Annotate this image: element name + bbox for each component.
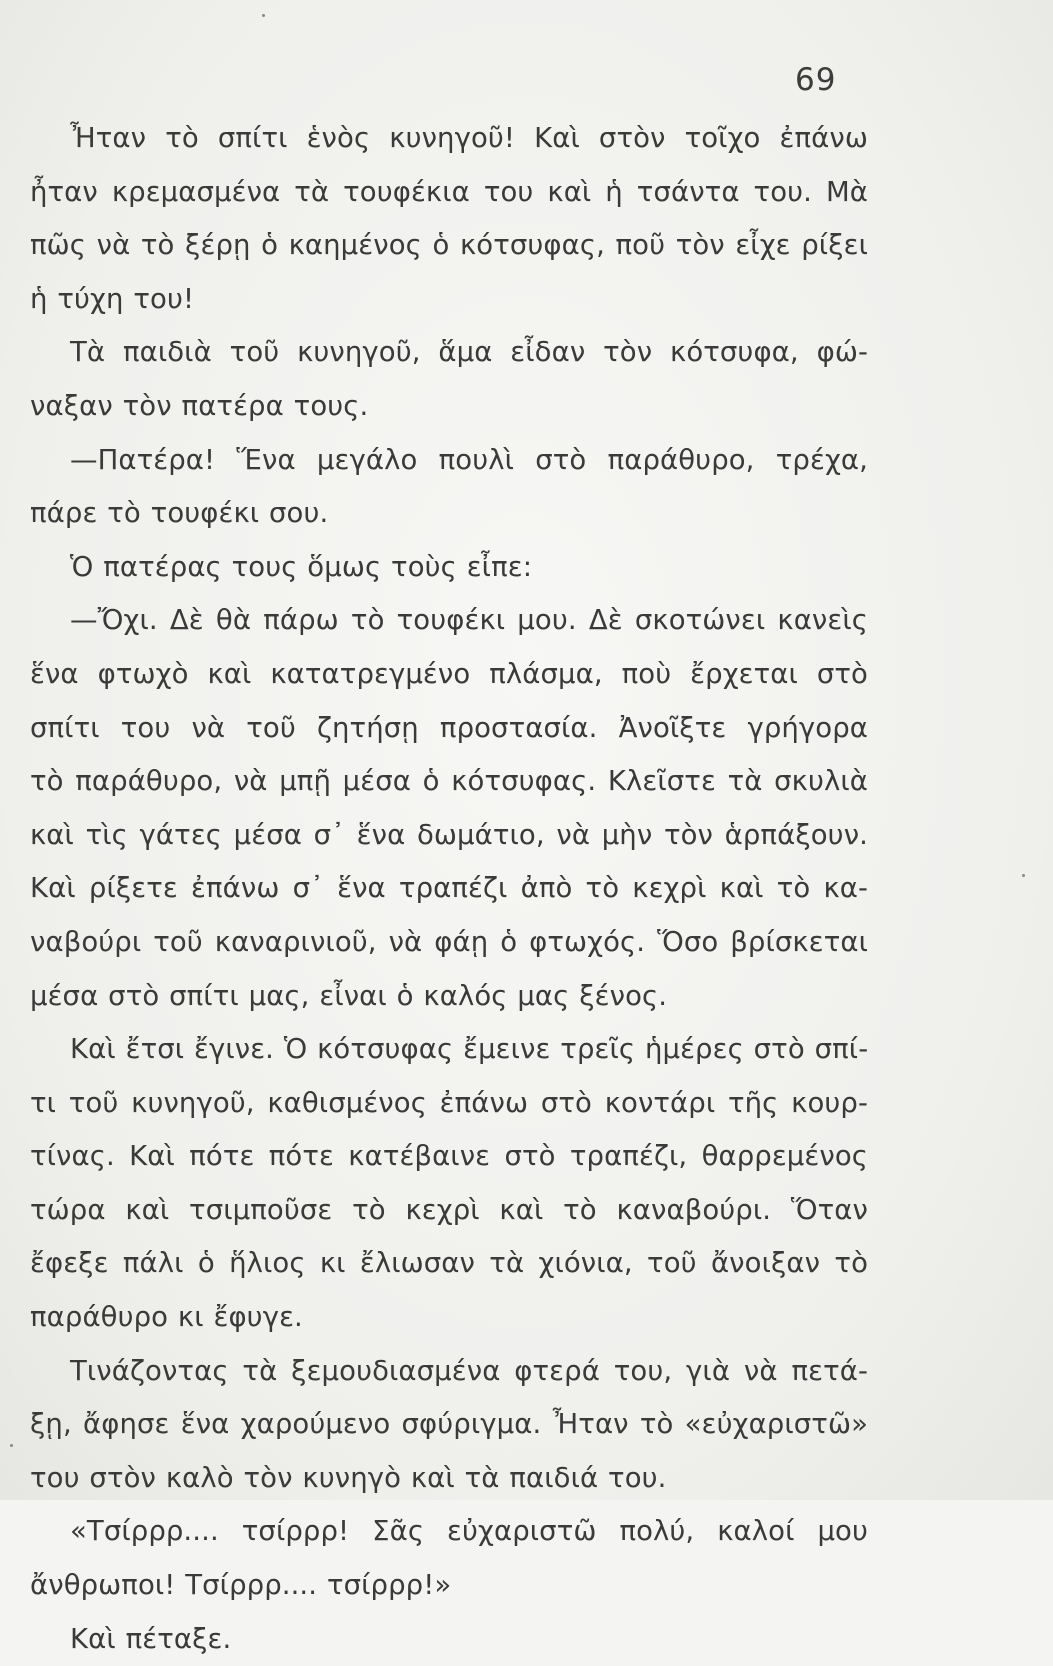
text-line: ἔφεξε πάλι ὁ ἥλιος κι ἔλιωσαν τὰ χιόνια, τοῦ ἄνοιξαν τὸ [30,1247,868,1280]
text-line: Ὁ πατέρας τους ὅμως τοὺς εἶπε: [70,550,533,583]
paragraph [30,112,868,326]
paragraph [30,434,868,541]
text-line: Καὶ ρίξετε ἐπάνω σ᾽ ἕνα τραπέζι ἀπὸ τὸ κεχρὶ καὶ τὸ κα- [30,872,868,905]
text-line: πάρε τὸ τουφέκι σου. [30,497,329,530]
text-line: —Πατέρα! Ἕνα μεγάλο πουλὶ στὸ παράθυρο, τρέχα, [70,443,868,476]
text-line: Τὰ παιδιὰ τοῦ κυνηγοῦ, ἅμα εἶδαν τὸν κότσυφα, φώ- [70,336,868,369]
text-line: Καὶ ἔτσι ἔγινε. Ὁ κότσυφας ἔμεινε τρεῖς ἡμέρες στὸ σπί- [70,1033,869,1066]
paragraph [30,541,868,595]
text-line: σπίτι του νὰ τοῦ ζητήσῃ προστασία. Ἀνοῖξτε γρήγορα [30,711,868,744]
paragraph [30,1505,868,1612]
text-line: ξῃ, ἄφησε ἕνα χαρούμενο σφύριγμα. Ἦταν τὸ «εὐχαριστῶ» [30,1408,868,1441]
text-line: πῶς νὰ τὸ ξέρῃ ὁ καημένος ὁ κότσυφας, ποῦ τὸν εἶχε ρίξει [30,229,868,262]
paragraph [30,326,868,433]
text-line: τώρα καὶ τσιμποῦσε τὸ κεχρὶ καὶ τὸ καναβούρι. Ὅταν [30,1193,868,1226]
paper-speck [1022,874,1025,877]
page-number: 69 [795,62,837,98]
text-line: ναξαν τὸν πατέρα τους. [30,389,369,422]
text-line: του στὸν καλὸ τὸν κυνηγὸ καὶ τὰ παιδιά του. [30,1461,667,1494]
text-line: παράθυρο κι ἔφυγε. [30,1301,303,1334]
text-line: τι τοῦ κυνηγοῦ, καθισμένος ἐπάνω στὸ κοντάρι τῆς κουρ- [30,1086,868,1119]
text-line: ἡ τύχη του! [30,282,195,315]
text-line: —Ὄχι. Δὲ θὰ πάρω τὸ τουφέκι μου. Δὲ σκοτώνει κανεὶς [70,604,868,637]
paragraph [30,1345,868,1506]
paragraph [30,1023,868,1345]
text-line: Τινάζοντας τὰ ξεμουδιασμένα φτερά του, γιὰ νὰ πετά- [70,1354,868,1387]
text-line: Ἦταν τὸ σπίτι ἑνὸς κυνηγοῦ! Καὶ στὸν τοῖχο ἐπάνω [70,122,868,154]
paper-speck [10,1444,13,1447]
text-line: μέσα στὸ σπίτι μας, εἶναι ὁ καλός μας ξένος. [30,979,668,1012]
paper-speck [262,14,265,17]
paragraph [30,1613,868,1666]
text-line: ἕνα φτωχὸ καὶ κατατρεγμένο πλάσμα, ποὺ ἔρχεται στὸ [30,657,868,690]
body-text [30,112,868,1666]
text-line: ἄνθρωποι! Τσίρρρ.... τσίρρρ!» [30,1569,452,1602]
text-line: καὶ τὶς γάτες μέσα σ᾽ ἕνα δωμάτιο, νὰ μὴν τὸν ἁρπάξουν. [30,818,868,851]
text-line: τίνας. Καὶ πότε πότε κατέβαινε στὸ τραπέζι, θαρρεμένος [30,1140,868,1173]
text-line: ἦταν κρεμασμένα τὰ τουφέκια του καὶ ἡ τσάντα του. Μὰ [30,175,868,208]
text-line: Καὶ πέταξε. [70,1622,232,1655]
paragraph [30,594,868,1023]
text-line: τὸ παράθυρο, νὰ μπῇ μέσα ὁ κότσυφας. Κλεῖστε τὰ σκυλιὰ [30,765,868,798]
text-line: «Τσίρρρ.... τσίρρρ! Σᾶς εὐχαριστῶ πολύ, καλοί μου [70,1515,868,1548]
text-line: ναβούρι τοῦ καναρινιοῦ, νὰ φάῃ ὁ φτωχός. Ὅσο βρίσκεται [30,925,868,958]
